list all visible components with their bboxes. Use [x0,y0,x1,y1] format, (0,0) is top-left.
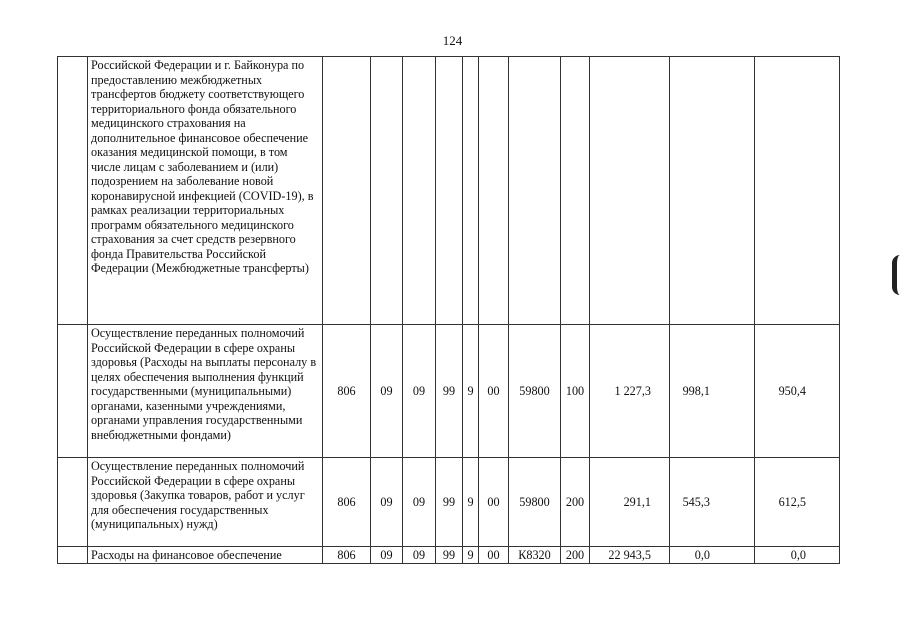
expense-type-cell: 200 [561,458,590,547]
expense-type-cell: 200 [561,547,590,564]
section-cell: 09 [371,458,403,547]
ministry-cell: 806 [323,458,371,547]
table-row [58,57,840,325]
year2-amount-cell: 0,0 [670,547,755,564]
budget-table [57,56,840,564]
year1-amount-cell [590,57,670,325]
table-row [58,325,840,458]
year1-amount-cell: 22 943,5 [590,547,670,564]
code-cell: 59800 [509,458,561,547]
description-cell: Осуществление переданных полномочий Российской Федерации в сфере охраны здоровья (Закупка товаров, работ и услуг для обеспечения государственных (муниципальных) нужд) [88,458,323,547]
row-number-cell [58,547,88,564]
ministry-cell: 806 [323,547,371,564]
subprogram-cell [463,57,479,325]
row-number-cell [58,458,88,547]
code-cell: К8320 [509,547,561,564]
year3-amount-cell: 950,4 [755,325,840,458]
program-cell: 99 [436,547,463,564]
subprogram-cell: 9 [463,325,479,458]
group-cell: 00 [479,458,509,547]
section-cell: 09 [371,547,403,564]
year3-amount-cell [755,57,840,325]
row-number-cell [58,57,88,325]
section-cell: 09 [371,325,403,458]
page-number: 124 [442,33,463,48]
program-cell [436,57,463,325]
subsection-cell: 09 [403,547,436,564]
section-cell [371,57,403,325]
year1-amount-cell: 291,1 [590,458,670,547]
table-row [58,458,840,547]
group-cell: 00 [479,547,509,564]
year1-amount-cell: 1 227,3 [590,325,670,458]
subsection-cell [403,57,436,325]
expense-type-cell [561,57,590,325]
year3-amount-cell: 0,0 [755,547,840,564]
description-cell: Осуществление переданных полномочий Российской Федерации в сфере охраны здоровья (Расходы на выплаты персоналу в целях обеспечения выполнения функций государственными (муниципальными) органами, казенными учреждениями, органами управления государственными внебюджетными фондами) [88,325,323,458]
year2-amount-cell [670,57,755,325]
expense-type-cell: 100 [561,325,590,458]
row-number-cell [58,325,88,458]
year3-amount-cell: 612,5 [755,458,840,547]
table-row [58,547,840,564]
program-cell: 99 [436,458,463,547]
code-cell: 59800 [509,325,561,458]
group-cell: 00 [479,325,509,458]
program-cell: 99 [436,325,463,458]
year2-amount-cell: 998,1 [670,325,755,458]
subprogram-cell: 9 [463,458,479,547]
ministry-cell: 806 [323,325,371,458]
subsection-cell: 09 [403,458,436,547]
group-cell [479,57,509,325]
year2-amount-cell: 545,3 [670,458,755,547]
description-cell: Расходы на финансовое обеспечение [88,547,323,564]
description-cell: Российской Федерации и г. Байконура по предоставлению межбюджетных трансфертов бюджету соответствующего территориального фонда обязательного медицинского страхования на дополнительное финансовое обеспечение оказания медицинской помощи, в том числе лицам с заболеванием и (или) подозрением на заболевание новой коронавирусной инфекцией (COVID-19), в рамках реализации территориальных программ обязательного медицинского страхования за счет средств резервного фонда Правительства Российской Федерации (Межбюджетные трансферты) [88,57,323,325]
subsection-cell: 09 [403,325,436,458]
ministry-cell [323,57,371,325]
binding-hole-mark [892,255,905,295]
subprogram-cell: 9 [463,547,479,564]
code-cell [509,57,561,325]
